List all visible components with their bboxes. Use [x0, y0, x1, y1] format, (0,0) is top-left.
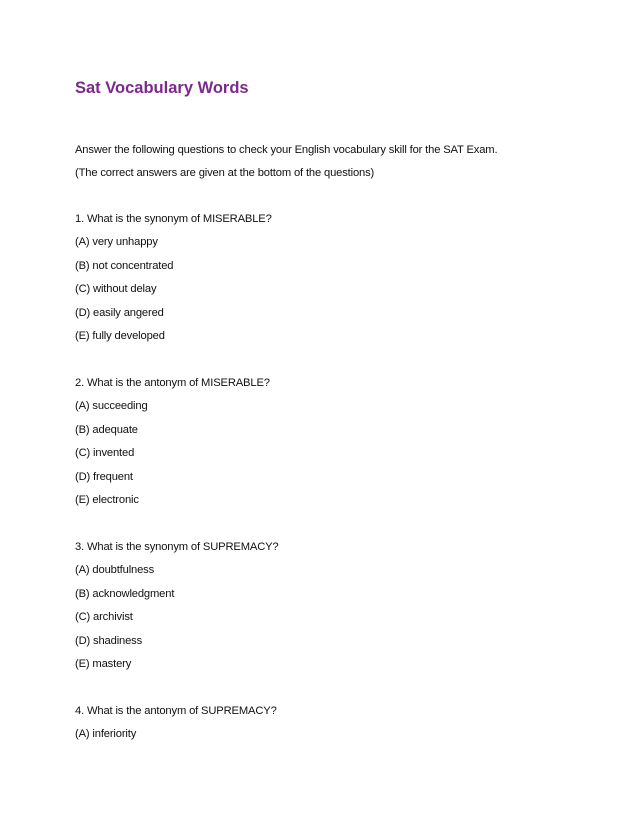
question-1: 1. What is the synonym of MISERABLE? [75, 213, 272, 225]
intro-text: Answer the following questions to check your English vocabulary skill for the SAT Exam. [75, 144, 498, 156]
q3-option-b: (B) acknowledgment [75, 588, 175, 600]
q1-option-b: (B) not concentrated [75, 260, 174, 272]
q2-option-e: (E) electronic [75, 494, 139, 506]
question-4: 4. What is the antonym of SUPREMACY? [75, 705, 277, 717]
question-3: 3. What is the synonym of SUPREMACY? [75, 541, 279, 553]
q3-option-a: (A) doubtfulness [75, 564, 155, 576]
q3-option-c: (C) archivist [75, 611, 133, 623]
answer-note: (The correct answers are given at the bottom of the questions) [75, 167, 375, 179]
q1-option-a: (A) very unhappy [75, 236, 158, 248]
q3-option-e: (E) mastery [75, 658, 132, 670]
q2-option-d: (D) frequent [75, 471, 133, 483]
q2-option-b: (B) adequate [75, 424, 138, 436]
page-title: Sat Vocabulary Words [75, 79, 249, 97]
q2-option-c: (C) invented [75, 447, 135, 459]
q4-option-a: (A) inferiority [75, 728, 137, 740]
q1-option-e: (E) fully developed [75, 330, 165, 342]
q1-option-c: (C) without delay [75, 283, 157, 295]
q1-option-d: (D) easily angered [75, 307, 164, 319]
q2-option-a: (A) succeeding [75, 400, 148, 412]
question-2: 2. What is the antonym of MISERABLE? [75, 377, 270, 389]
q3-option-d: (D) shadiness [75, 635, 143, 647]
